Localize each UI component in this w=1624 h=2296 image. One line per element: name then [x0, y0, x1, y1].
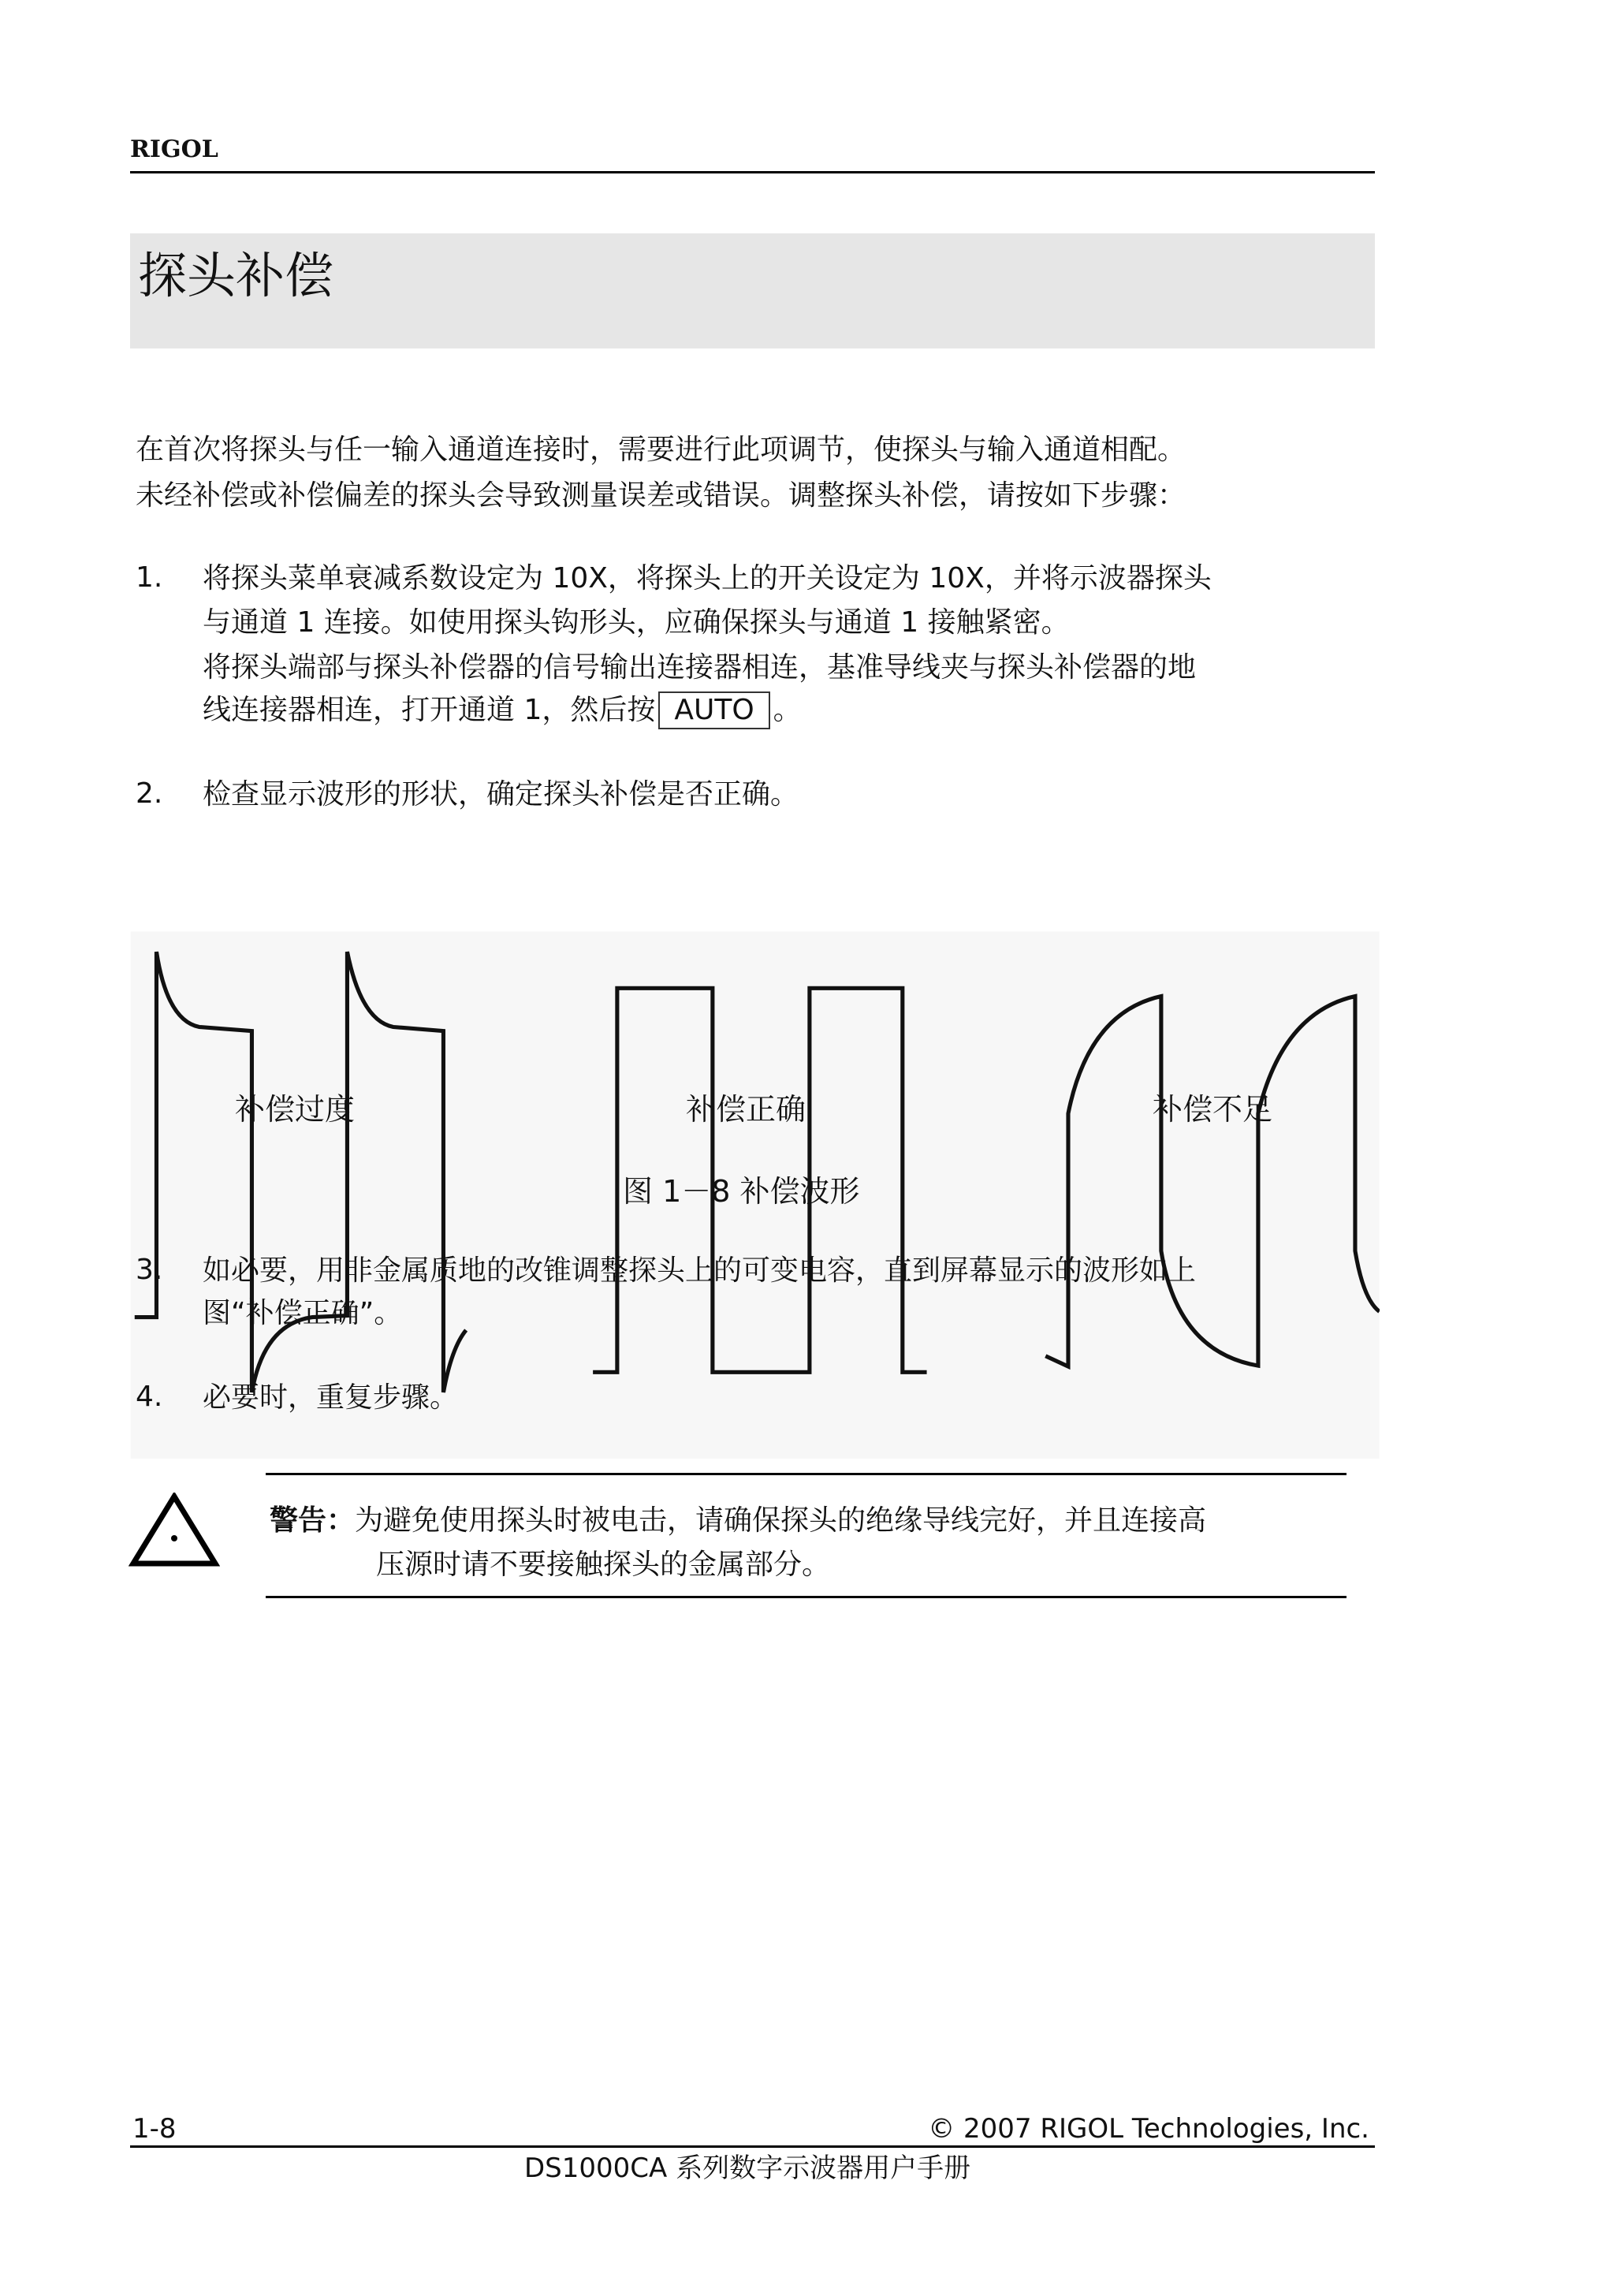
warning-label: 警告：: [270, 1504, 356, 1537]
label-correct: 补偿正确: [686, 1092, 806, 1127]
step-number: 4.: [136, 1381, 163, 1413]
warning-line: 压源时请不要接触探头的金属部分。: [376, 1549, 831, 1581]
step-line: 将探头端部与探头补偿器的信号输出连接器相连，基准导线夹与探头补偿器的地: [203, 651, 1197, 684]
step-line: 必要时，重复步骤。: [203, 1381, 459, 1414]
page-number: 1-8: [132, 2113, 177, 2145]
step-line: 如必要，用非金属质地的改锥调整探头上的可变电容，直到屏幕显示的波形如上: [203, 1254, 1197, 1287]
step-line: 图“补偿正确”。: [203, 1297, 403, 1329]
warning-line: [270, 1498, 1206, 1544]
intro-line: 在首次将探头与任一输入通道连接时，需要进行此项调节，使探头与输入通道相配。: [136, 434, 1186, 466]
step-line-with-key: [203, 688, 802, 733]
auto-key: AUTO: [658, 691, 769, 729]
step-number: 3.: [136, 1254, 163, 1286]
warning-bottom-rule: [266, 1596, 1347, 1598]
label-overcompensated: 补偿过度: [235, 1092, 356, 1127]
step-number: 2.: [136, 777, 163, 810]
manual-title: DS1000CA 系列数字示波器用户手册: [524, 2152, 971, 2184]
step-line: 将探头菜单衰减系数设定为 10X，将探头上的开关设定为 10X，并将示波器探头: [203, 562, 1212, 594]
warning-triangle-icon: [129, 1493, 220, 1568]
warning-text: 为避免使用探头时被电击，请确保探头的绝缘导线完好，并且连接高: [355, 1504, 1207, 1537]
warning-top-rule: [266, 1473, 1347, 1475]
step-tail: 。: [773, 694, 802, 726]
intro-line: 未经补偿或补偿偏差的探头会导致测量误差或错误。调整探头补偿，请按如下步骤：: [136, 479, 1186, 512]
brand-logo: RIGOL: [130, 136, 218, 163]
step-line: 与通道 1 连接。如使用探头钩形头，应确保探头与通道 1 接触紧密。: [203, 606, 1070, 639]
page-title: 探头补偿: [138, 247, 334, 304]
step-number: 1.: [136, 561, 163, 594]
label-undercompensated: 补偿不足: [1153, 1092, 1273, 1127]
copyright: © 2007 RIGOL Technologies, Inc.: [928, 2113, 1369, 2145]
step-line: 检查显示波形的形状，确定探头补偿是否正确。: [203, 778, 799, 811]
step-text: 线连接器相连，打开通道 1，然后按: [203, 694, 656, 726]
header-rule: [130, 171, 1375, 173]
figure-caption: 图 1－8 补偿波形: [623, 1174, 860, 1209]
